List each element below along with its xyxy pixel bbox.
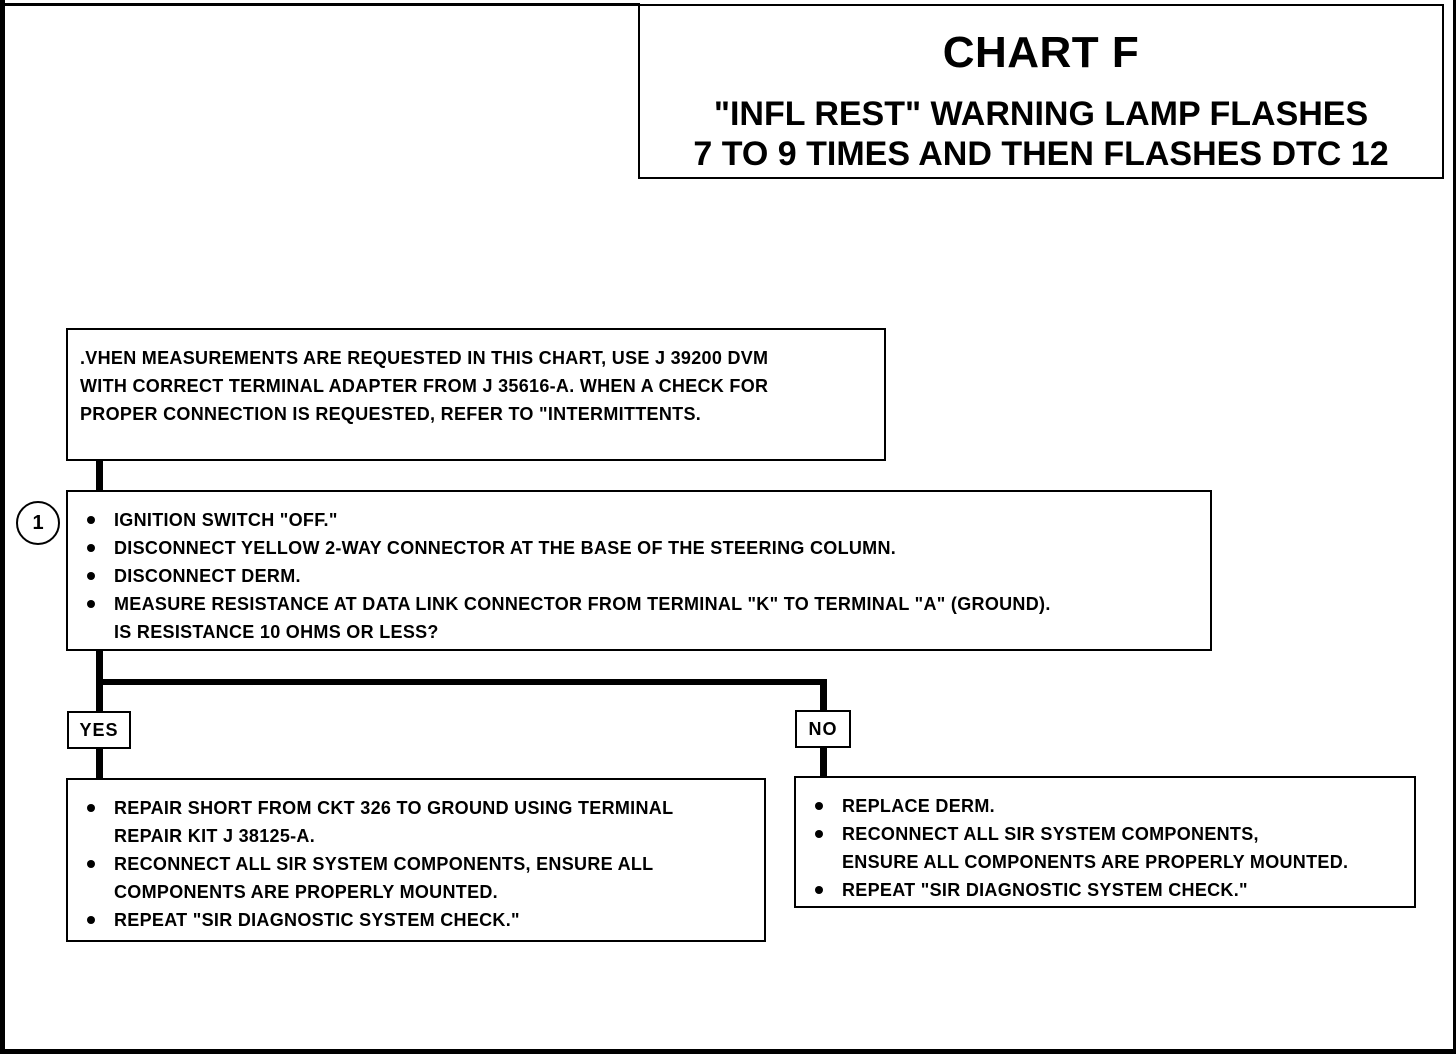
- bullet-icon: [87, 860, 95, 868]
- yes-label: YES: [67, 711, 131, 749]
- bullet-icon: [87, 572, 95, 580]
- list-item-text: REPLACE DERM.: [842, 796, 995, 816]
- list-item-text: REPEAT "SIR DIAGNOSTIC SYSTEM CHECK.": [842, 880, 1248, 900]
- bullet-icon: [815, 830, 823, 838]
- no-branch-list: [808, 792, 1414, 904]
- step-1-box: [66, 490, 1212, 651]
- connector-note-to-step: [96, 461, 103, 491]
- yes-branch-box: [66, 778, 766, 942]
- chart-subtitle: [640, 94, 1442, 174]
- list-item: [80, 906, 764, 934]
- no-label: NO: [795, 710, 851, 748]
- list-item-text: RECONNECT ALL SIR SYSTEM COMPONENTS, ENSURE ALL COMPONENTS ARE PROPERLY MOUNTED.: [842, 824, 1349, 872]
- page-top-edge: [0, 3, 640, 6]
- chart-title: CHART F: [942, 28, 1140, 77]
- no-branch-box: [794, 776, 1416, 908]
- list-item-text: REPEAT "SIR DIAGNOSTIC SYSTEM CHECK.": [114, 910, 520, 930]
- connector-no-down: [820, 679, 827, 711]
- note-box: [66, 328, 886, 461]
- step-number-badge: 1: [16, 501, 60, 545]
- list-item: [80, 534, 1210, 562]
- list-item: [80, 506, 1210, 534]
- chart-subtitle-text: "INFL REST" WARNING LAMP FLASHES 7 TO 9 TIMES AND THEN FLASHES DTC 12: [693, 95, 1389, 173]
- bullet-icon: [87, 544, 95, 552]
- note-text: .VHEN MEASUREMENTS ARE REQUESTED IN THIS CHART, USE J 39200 DVM WITH CORRECT TERMINAL ADAPTER FROM J 35616-A. WHEN A CHECK FOR PROPER CONNECTION IS REQUESTED, REFER TO "INTERMITTENTS.: [80, 348, 769, 424]
- connector-no-to-box: [820, 748, 827, 777]
- yes-branch-list: [80, 794, 764, 934]
- list-item: [80, 590, 1210, 646]
- list-item: [80, 794, 764, 850]
- bullet-icon: [815, 886, 823, 894]
- list-item-text: DISCONNECT DERM.: [114, 566, 301, 586]
- bullet-icon: [87, 600, 95, 608]
- bullet-icon: [87, 516, 95, 524]
- list-item-text: MEASURE RESISTANCE AT DATA LINK CONNECTOR FROM TERMINAL "K" TO TERMINAL "A" (GROUND). IS RESISTANCE 10 OHMS OR LESS?: [114, 594, 1051, 642]
- step-1-list: [80, 506, 1210, 646]
- connector-yes-to-box: [96, 749, 103, 779]
- list-item-text: IGNITION SWITCH "OFF.": [114, 510, 338, 530]
- list-item-text: DISCONNECT YELLOW 2-WAY CONNECTOR AT THE BASE OF THE STEERING COLUMN.: [114, 538, 897, 558]
- bullet-icon: [815, 802, 823, 810]
- title-box: [638, 4, 1444, 179]
- list-item: [808, 876, 1414, 904]
- list-item: [80, 562, 1210, 590]
- list-item: [808, 820, 1414, 876]
- connector-branch-horizontal: [96, 679, 827, 685]
- list-item-text: RECONNECT ALL SIR SYSTEM COMPONENTS, ENSURE ALL COMPONENTS ARE PROPERLY MOUNTED.: [114, 854, 654, 902]
- list-item: [80, 850, 764, 906]
- bullet-icon: [87, 916, 95, 924]
- list-item-text: REPAIR SHORT FROM CKT 326 TO GROUND USING TERMINAL REPAIR KIT J 38125-A.: [114, 798, 674, 846]
- list-item: [808, 792, 1414, 820]
- bullet-icon: [87, 804, 95, 812]
